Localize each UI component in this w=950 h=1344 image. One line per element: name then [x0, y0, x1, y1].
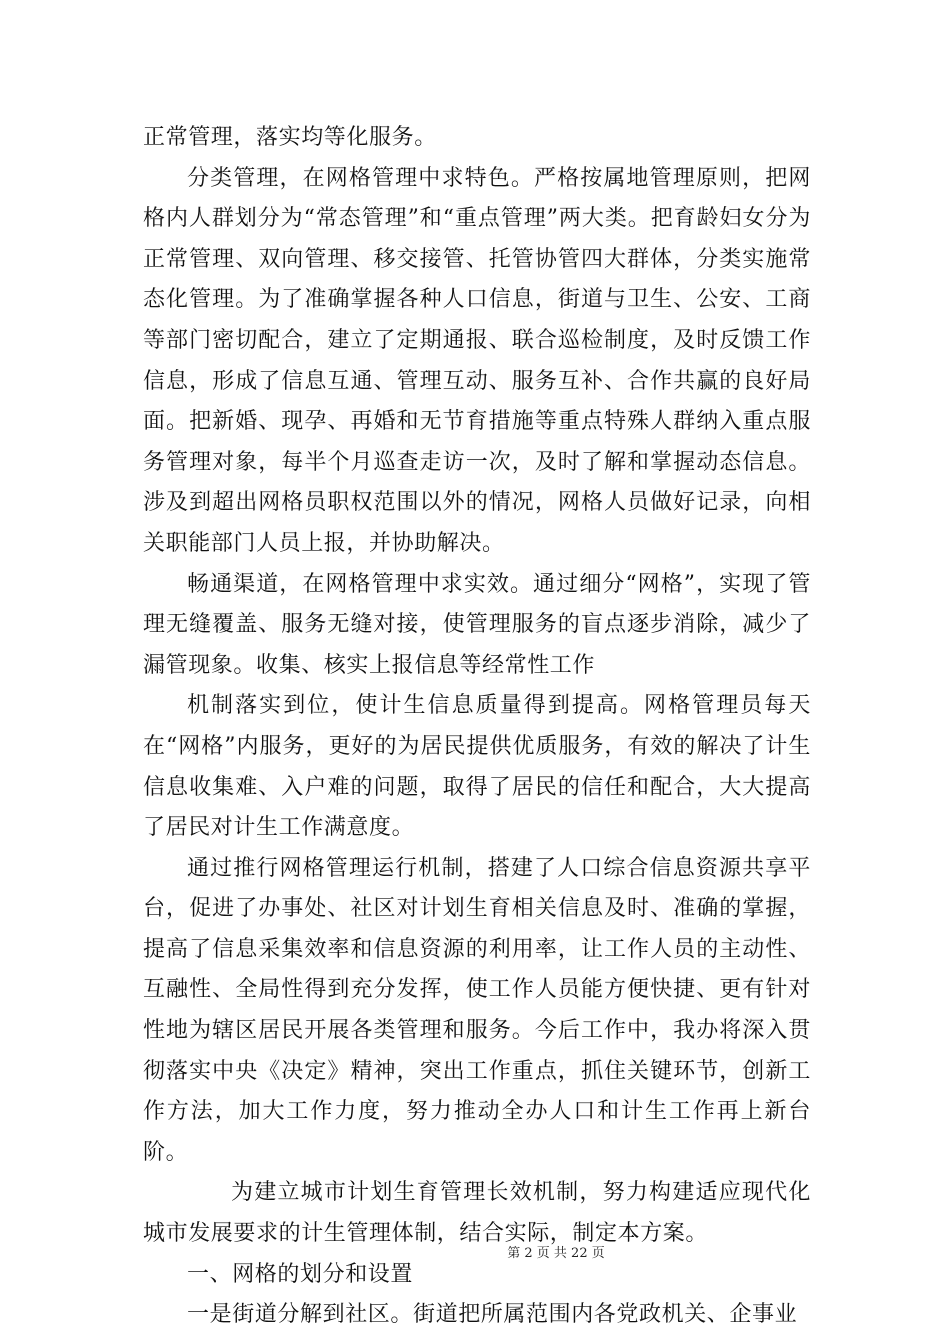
paragraph-6: 为建立城市计划生育管理长效机制，努力构建适应现代化城市发展要求的计生管理体制，结合实际，制定本方案。	[143, 1180, 811, 1247]
paragraph-2: 分类管理，在网格管理中求特色。严格按属地管理原则，把网格内人群划分为“常态管理”和“重点管理”两大类。把育龄妇女分为正常管理、双向管理、移交接管、托管协管四大群体，分类实施常态化管理。为了准确掌握各种人口信息，街道与卫生、公安、工商等部门密切配合，建立了定期通报、联合巡检制度，及时反馈工作信息，形成了信息互通、管理互动、服务互补、合作共赢的良好局面。把新婚、现孕、再婚和无节育措施等重点特殊人群纳入重点服务管理对象，每半个月巡查走访一次，及时了解和掌握动态信息。涉及到超出网格员职权范围以外的情况，网格人员做好记录，向相关职能部门人员上报，并协助解决。	[143, 165, 811, 556]
document-body	[143, 118, 811, 1336]
paragraph-5: 通过推行网格管理运行机制，搭建了人口综合信息资源共享平台，促进了办事处、社区对计划生育相关信息及时、准确的掌握，提高了信息采集效率和信息资源的利用率，让工作人员的主动性、互融性、全局性得到充分发挥，使工作人员能方便快捷、更有针对性地为辖区居民开展各类管理和服务。今后工作中，我办将深入贯彻落实中央《决定》精神，突出工作重点，抓住关键环节，创新工作方法，加大工作力度，努力推动全办人口和计生工作再上新台阶。	[143, 855, 811, 1165]
paragraph-7: 一是街道分解到社区。街道把所属范围内各党政机关、企事业	[187, 1302, 798, 1328]
paragraph-1: 正常管理，落实均等化服务。	[143, 125, 437, 150]
paragraph-3: 畅通渠道，在网格管理中求实效。通过细分“网格”，实现了管理无缝覆盖、服务无缝对接，使管理服务的盲点逐步消除，减少了漏管现象。收集、核实上报信息等经常性工作	[143, 571, 811, 678]
page-number-footer: 第 2 页 共 22 页	[507, 1246, 605, 1261]
section-heading: 一、网格的划分和设置	[187, 1261, 414, 1287]
paragraph-4: 机制落实到位，使计生信息质量得到提高。网格管理员每天在“网格”内服务，更好的为居民提供优质服务，有效的解决了计生信息收集难、入户难的问题，取得了居民的信任和配合，大大提高了居民对计生工作满意度。	[143, 693, 811, 841]
